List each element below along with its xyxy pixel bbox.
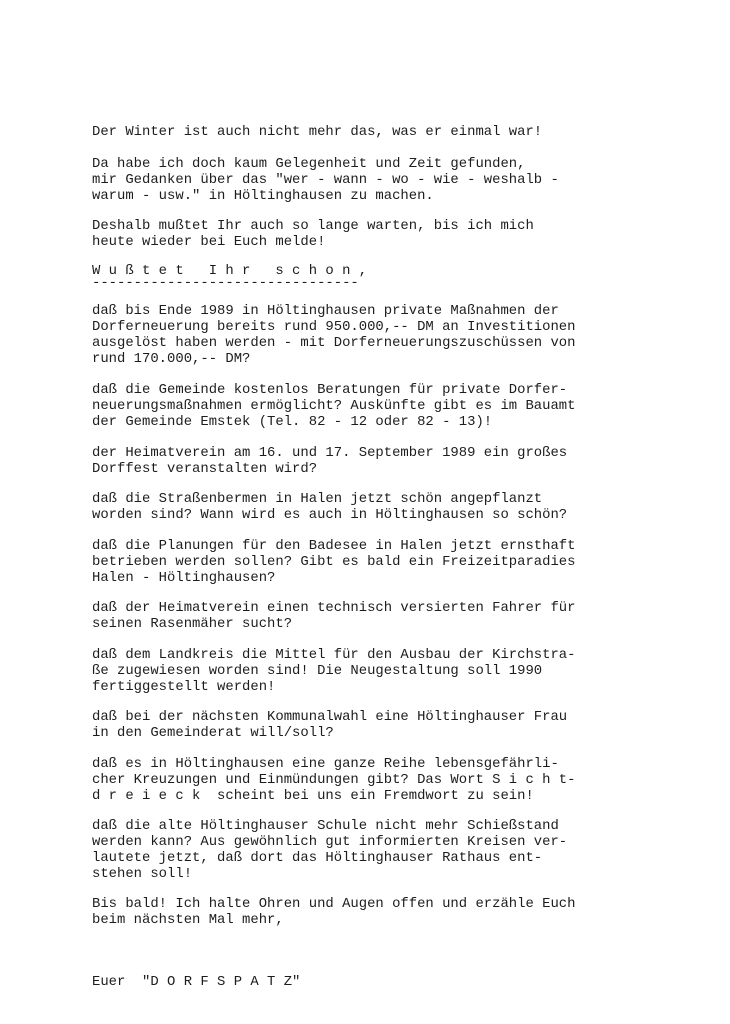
item-line: daß dem Landkreis die Mittel für den Ausbau der Kirchstra- [92, 647, 576, 663]
item-line: der Gemeinde Emstek (Tel. 82 - 12 oder 82 - 13)! [92, 414, 493, 430]
intro-line: heute wieder bei Euch melde! [92, 234, 326, 250]
item-line: daß bei der nächsten Kommunalwahl eine Höltinghauser Frau [92, 709, 568, 725]
item-line: worden sind? Wann wird es auch in Höltinghausen so schön? [92, 507, 568, 523]
item-line: in den Gemeinderat will/soll? [92, 725, 334, 741]
item-line: lautete jetzt, daß dort das Höltinghauser Rathaus ent- [92, 850, 543, 866]
item-line: der Heimatverein am 16. und 17. September 1989 ein großes [92, 445, 568, 461]
item-line: d r e i e c k scheint bei uns ein Fremdwort zu sein! [92, 788, 534, 804]
item-line: daß die alte Höltinghauser Schule nicht mehr Schießstand [92, 818, 559, 834]
item-line: werden kann? Aus gewöhnlich gut informierten Kreisen ver- [92, 834, 568, 850]
item-line: neuerungsmaßnahmen ermöglicht? Auskünfte gibt es im Bauamt [92, 398, 576, 414]
item-line: daß der Heimatverein einen technisch versierten Fahrer für [92, 600, 576, 616]
intro-line: mir Gedanken über das "wer - wann - wo - wie - weshalb - [92, 172, 559, 188]
item-line: daß die Gemeinde kostenlos Beratungen für private Dorfer- [92, 382, 568, 398]
item-line: daß die Straßenbermen in Halen jetzt schön angepflanzt [92, 491, 543, 507]
signature: Euer "D O R F S P A T Z" [92, 974, 301, 990]
item-line: Halen - Höltinghausen? [92, 570, 276, 586]
intro-line: warum - usw." in Höltinghausen zu machen. [92, 188, 434, 204]
item-line: fertiggestellt werden! [92, 679, 276, 695]
item-line: daß die Planungen für den Badesee in Halen jetzt ernsthaft [92, 538, 576, 554]
item-line: Dorffest veranstalten wird? [92, 461, 318, 477]
closing-line: beim nächsten Mal mehr, [92, 912, 284, 928]
item-line: seinen Rasenmäher sucht? [92, 616, 293, 632]
section-heading: W u ß t e t I h r s c h o n , [92, 263, 368, 279]
closing-line: Bis bald! Ich halte Ohren und Augen offen und erzähle Euch [92, 896, 576, 912]
intro-line: Da habe ich doch kaum Gelegenheit und Zeit gefunden, [92, 156, 526, 172]
item-line: betrieben werden sollen? Gibt es bald ein Freizeitparadies [92, 554, 576, 570]
intro-line: Deshalb mußtet Ihr auch so lange warten, bis ich mich [92, 218, 534, 234]
section-heading-underline: -------------------------------- [92, 275, 359, 291]
item-line: Dorferneuerung bereits rund 950.000,-- DM an Investitionen [92, 319, 576, 335]
item-line: daß bis Ende 1989 in Höltinghausen private Maßnahmen der [92, 303, 559, 319]
item-line: ausgelöst haben werden - mit Dorferneuerungszuschüssen von [92, 335, 576, 351]
item-line: stehen soll! [92, 866, 193, 882]
intro-line: Der Winter ist auch nicht mehr das, was er einmal war! [92, 124, 543, 140]
item-line: cher Kreuzungen und Einmündungen gibt? Das Wort S i c h t- [92, 772, 576, 788]
item-line: daß es in Höltinghausen eine ganze Reihe lebensgefährli- [92, 756, 559, 772]
item-line: rund 170.000,-- DM? [92, 351, 251, 367]
item-line: ße zugewiesen worden sind! Die Neugestaltung soll 1990 [92, 663, 543, 679]
